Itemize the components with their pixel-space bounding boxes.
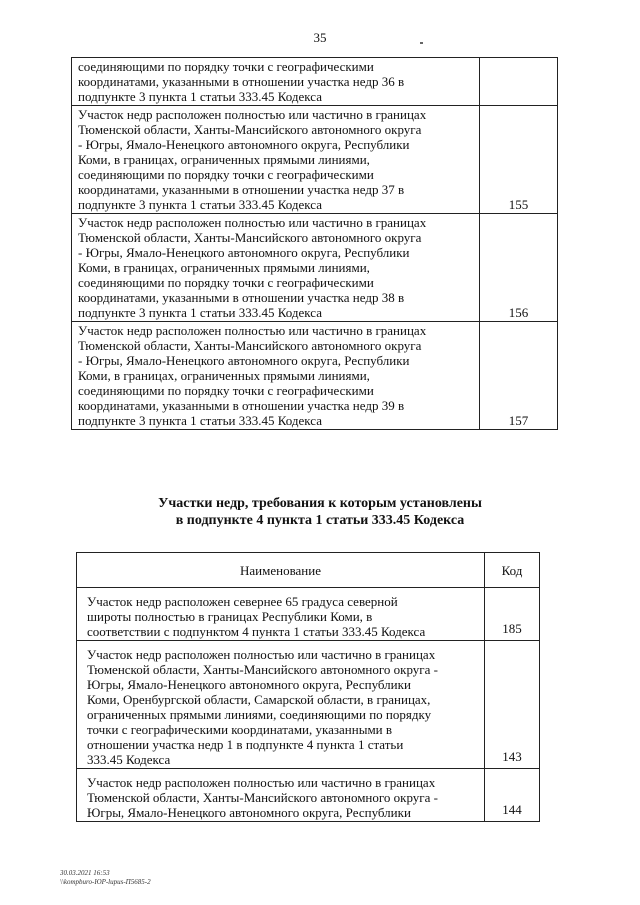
description-line: Участок недр расположен полностью или частично в границах: [87, 647, 436, 662]
description-line: Участок недр расположен полностью или частично в границах: [78, 107, 427, 122]
description-line: отношении участка недр 1 в подпункте 4 пункта 1 статьи: [87, 737, 404, 752]
description-line: - Югры, Ямало-Ненецкого автономного округа, Республики: [78, 137, 410, 152]
page-number: 35: [313, 30, 327, 45]
header-name: Наименование: [77, 553, 485, 588]
row-description: [77, 641, 485, 769]
description-line: подпункте 3 пункта 1 статьи 333.45 Кодекса: [78, 413, 322, 428]
row-code: 155: [480, 106, 558, 214]
row-description: [72, 214, 480, 322]
section-title: [0, 495, 640, 529]
description-line: Коми, в границах, ограниченных прямыми линиями,: [78, 368, 370, 383]
description-line: Тюменской области, Ханты-Мансийского автономного округа: [78, 230, 422, 245]
description-line: координатами, указанными в отношении участка недр 38 в: [78, 290, 405, 305]
table-row: [77, 769, 540, 822]
description-line: соответствии с подпунктом 4 пункта 1 статьи 333.45 Кодекса: [87, 624, 426, 639]
description-line: соединяющими по порядку точки с географическими: [78, 167, 374, 182]
description-line: подпункте 3 пункта 1 статьи 333.45 Кодекса: [78, 197, 322, 212]
row-code: 156: [480, 214, 558, 322]
table-row: [72, 322, 558, 430]
table-row: [72, 58, 558, 106]
footer-stamp: [60, 869, 151, 887]
footer-file-path: \\kompburo-ЮР-lupus-П5685-2: [60, 878, 151, 886]
row-code: 144: [485, 769, 540, 822]
section-title-line-1: Участки недр, требования к которым установлены: [158, 496, 482, 511]
table-previous-section: [71, 57, 558, 430]
section-title-line-2: в подпункте 4 пункта 1 статьи 333.45 Кодекса: [175, 513, 465, 528]
table-header-row: [77, 553, 540, 588]
table-row: [77, 641, 540, 769]
description-line: ограниченных прямыми линиями, соединяющими по порядку: [87, 707, 432, 722]
description-line: широты полностью в границах Республики Коми, в: [87, 609, 373, 624]
row-code: 185: [485, 588, 540, 641]
row-code: 143: [485, 641, 540, 769]
row-code: 157: [480, 322, 558, 430]
description-line: Участок недр расположен полностью или частично в границах: [78, 323, 427, 338]
description-line: координатами, указанными в отношении участка недр 37 в: [78, 182, 405, 197]
description-line: точки с географическими координатами, указанными в: [87, 722, 393, 737]
description-line: Коми, Оренбургской области, Самарской области, в границах,: [87, 692, 431, 707]
description-line: соединяющими по порядку точки с географическими: [78, 59, 374, 74]
scan-speck: [420, 42, 423, 44]
description-line: Югры, Ямало-Ненецкого автономного округа, Республики: [87, 677, 411, 692]
row-description: [72, 58, 480, 106]
description-line: - Югры, Ямало-Ненецкого автономного округа, Республики: [78, 245, 410, 260]
description-line: Участок недр расположен полностью или частично в границах: [87, 775, 436, 790]
description-line: Тюменской области, Ханты-Мансийского автономного округа -: [87, 662, 438, 677]
row-description: [77, 588, 485, 641]
description-line: соединяющими по порядку точки с географическими: [78, 275, 374, 290]
description-line: координатами, указанными в отношении участка недр 36 в: [78, 74, 405, 89]
table-row: [72, 106, 558, 214]
description-line: подпункте 3 пункта 1 статьи 333.45 Кодекса: [78, 89, 322, 104]
description-line: координатами, указанными в отношении участка недр 39 в: [78, 398, 405, 413]
description-line: соединяющими по порядку точки с географическими: [78, 383, 374, 398]
row-description: [72, 322, 480, 430]
footer-timestamp: 30.03.2021 16:53: [60, 869, 110, 877]
description-line: Югры, Ямало-Ненецкого автономного округа, Республики: [87, 805, 411, 820]
table-row: [77, 588, 540, 641]
description-line: Участок недр расположен полностью или частично в границах: [78, 215, 427, 230]
row-description: [72, 106, 480, 214]
header-code: Код: [485, 553, 540, 588]
table-row: [72, 214, 558, 322]
description-line: Тюменской области, Ханты-Мансийского автономного округа: [78, 338, 422, 353]
description-line: Тюменской области, Ханты-Мансийского автономного округа -: [87, 790, 438, 805]
description-line: Тюменской области, Ханты-Мансийского автономного округа: [78, 122, 422, 137]
description-line: 333.45 Кодекса: [87, 752, 171, 767]
description-line: - Югры, Ямало-Ненецкого автономного округа, Республики: [78, 353, 410, 368]
row-description: [77, 769, 485, 822]
description-line: подпункте 3 пункта 1 статьи 333.45 Кодекса: [78, 305, 322, 320]
description-line: Коми, в границах, ограниченных прямыми линиями,: [78, 260, 370, 275]
description-line: Коми, в границах, ограниченных прямыми линиями,: [78, 152, 370, 167]
row-code: [480, 58, 558, 106]
table-subparagraph-4: [76, 552, 540, 822]
description-line: Участок недр расположен севернее 65 градуса северной: [87, 594, 398, 609]
